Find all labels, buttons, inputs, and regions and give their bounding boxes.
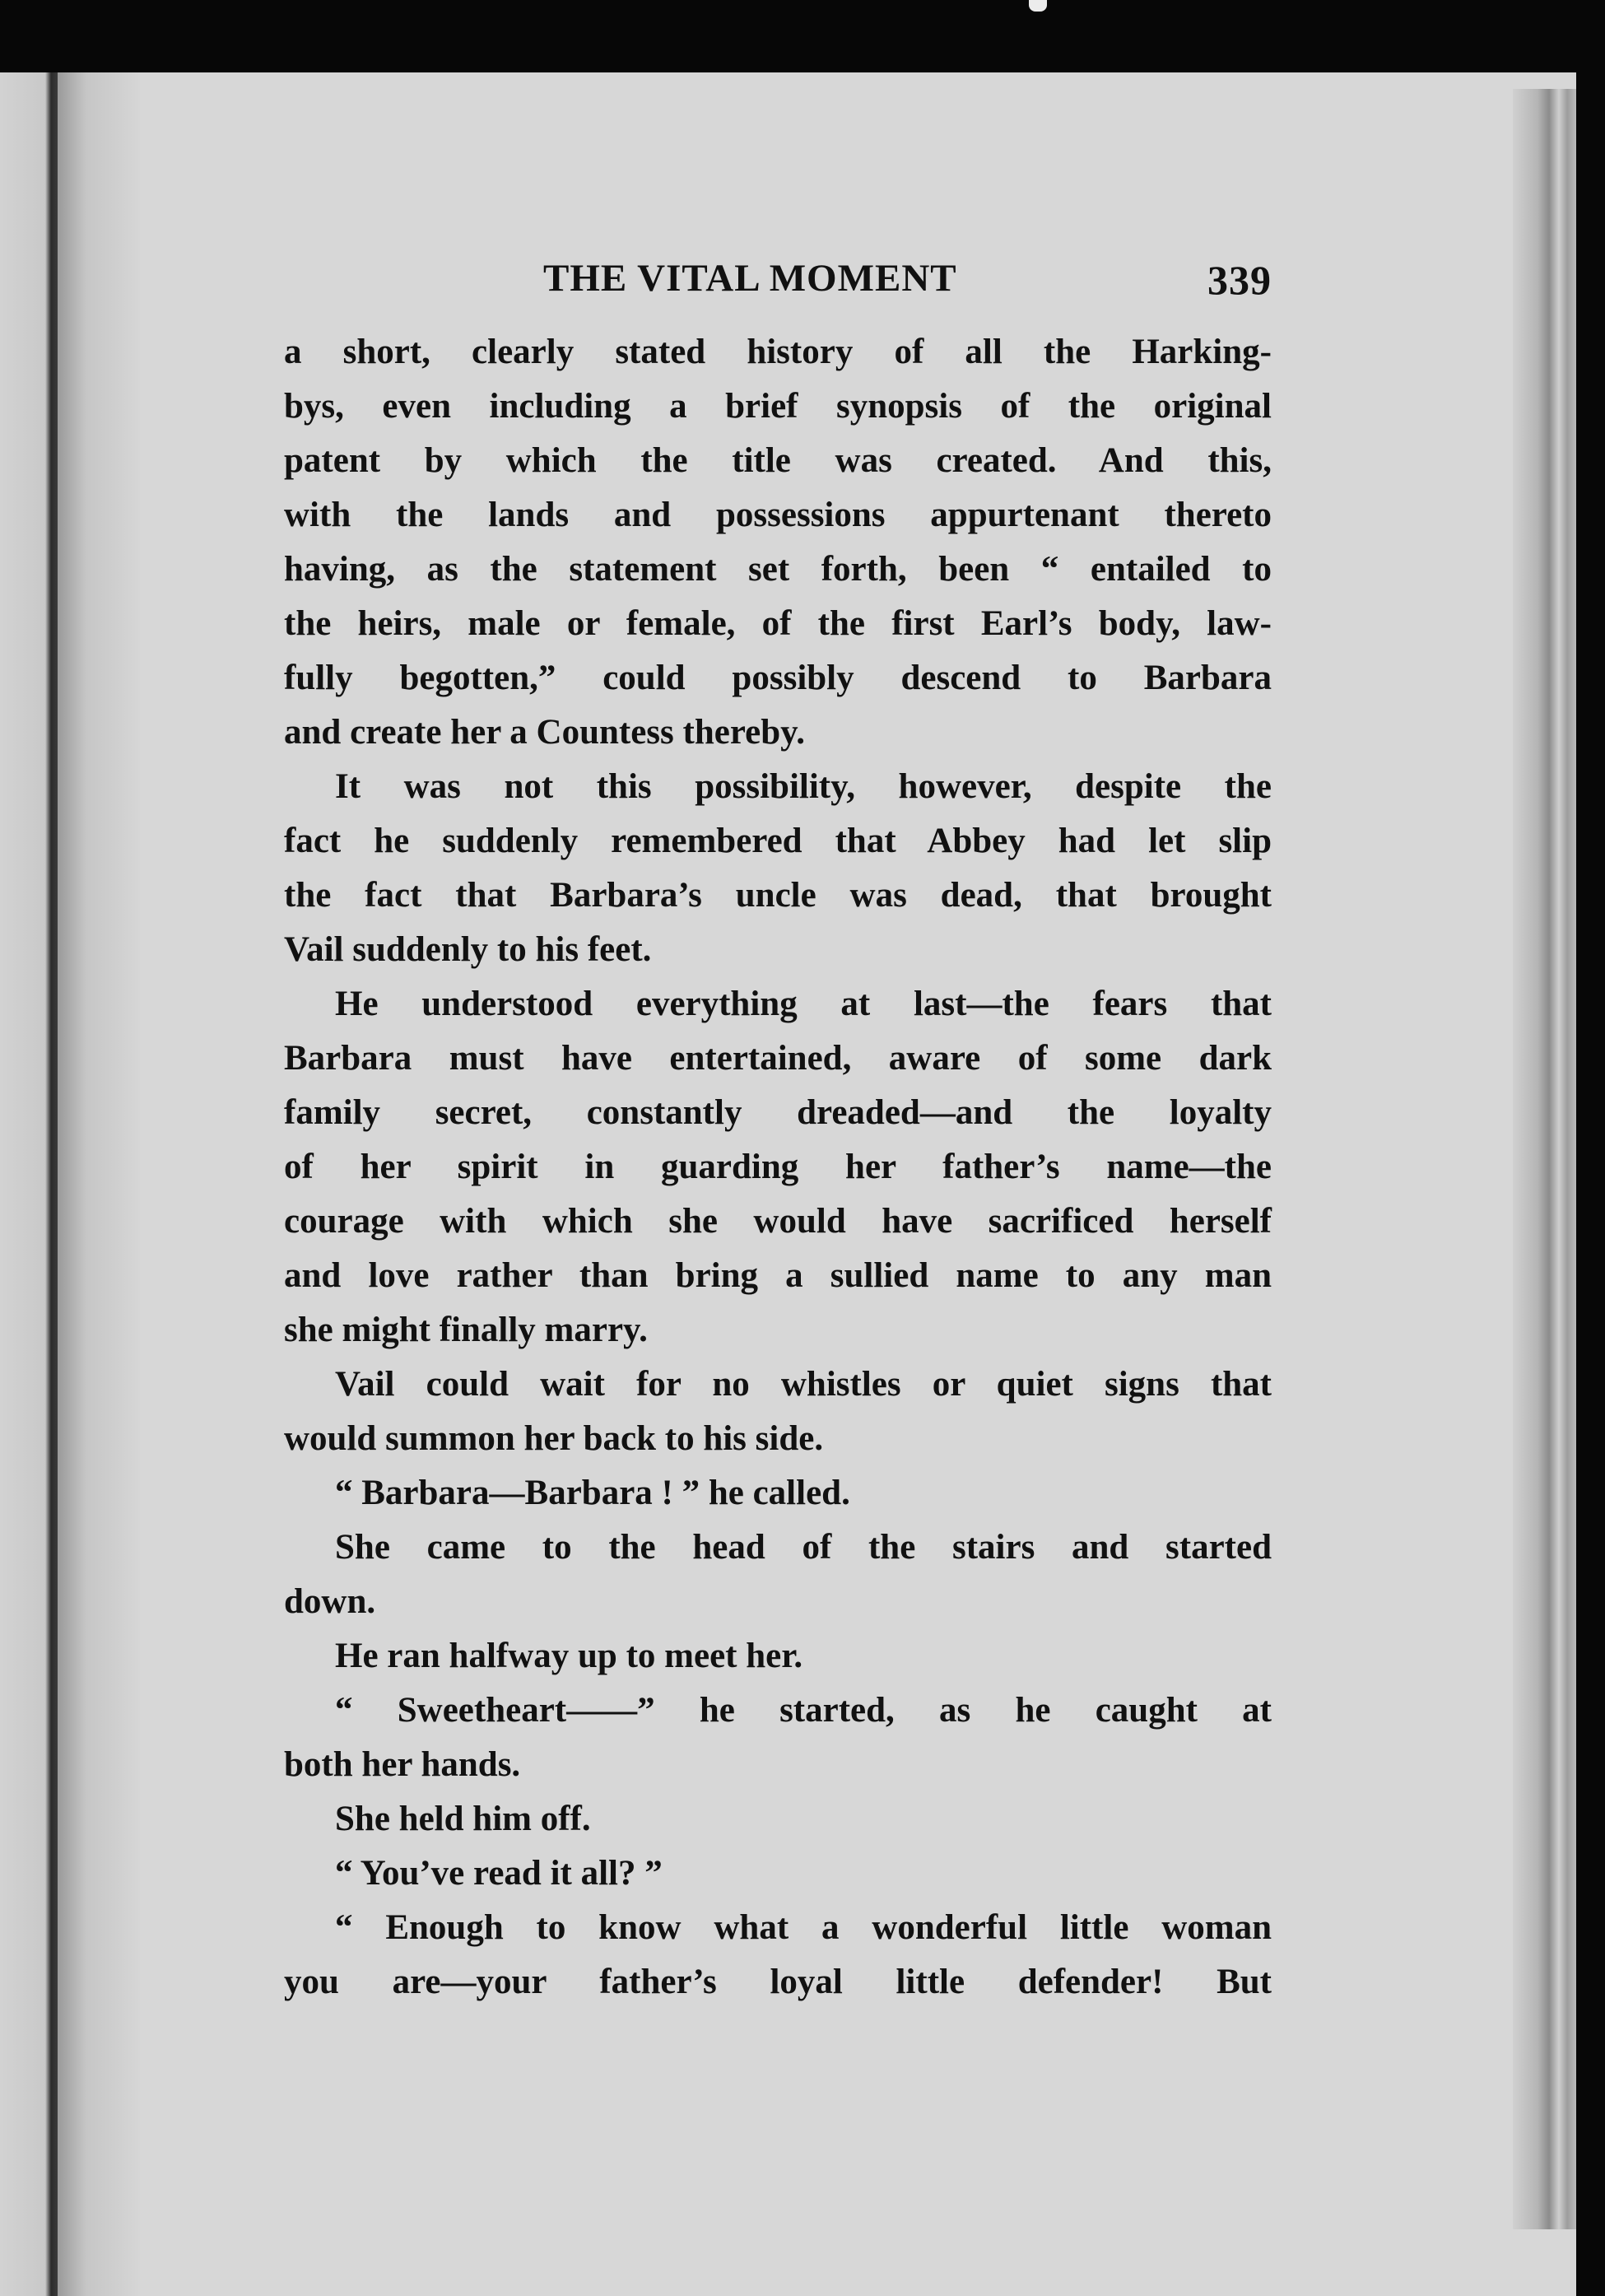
text-line: the fact that Barbara’s uncle was dead, that brought: [284, 876, 1272, 915]
paragraph: [284, 1901, 1272, 2010]
text-line: both her hands.: [284, 1745, 521, 1784]
text-line: family secret, constantly dreaded—and the loyalty: [284, 1093, 1272, 1132]
text-line: He ran halfway up to meet her.: [335, 1637, 803, 1675]
text-line: you are—your father’s loyal little defender! But: [284, 1963, 1272, 2001]
paragraph: [284, 1684, 1272, 1792]
text-line: It was not this possibility, however, despite the: [335, 767, 1272, 806]
running-title: THE VITAL MOMENT: [543, 257, 957, 300]
page-number: 339: [1207, 257, 1272, 303]
text-line: and love rather than bring a sullied name to any man: [284, 1256, 1272, 1295]
paragraph: [284, 1358, 1272, 1466]
text-line: Vail could wait for no whistles or quiet signs that: [335, 1365, 1272, 1404]
text-line: fully begotten,” could possibly descend to Barbara: [284, 659, 1272, 697]
paragraph: [284, 1629, 1272, 1684]
gutter-shadow: [58, 72, 140, 2296]
paragraph: [284, 1792, 1272, 1847]
text-line: down.: [284, 1582, 376, 1621]
text-line: “ Barbara—Barbara ! ” he called.: [335, 1474, 850, 1512]
text-line: “ Enough to know what a wonderful little woman: [335, 1908, 1272, 1947]
paragraph: [284, 760, 1272, 977]
text-line: courage with which she would have sacrificed herself: [284, 1202, 1272, 1241]
text-line: would summon her back to his side.: [284, 1419, 824, 1458]
text-line: a short, clearly stated history of all the Harking-: [284, 333, 1272, 371]
paragraph: [284, 1847, 1272, 1901]
text-line: bys, even including a brief synopsis of the original: [284, 387, 1272, 426]
text-line: “ Sweetheart——” he started, as he caught at: [335, 1691, 1272, 1730]
text-line: “ You’ve read it all? ”: [335, 1854, 663, 1893]
text-line: with the lands and possessions appurtenant thereto: [284, 496, 1272, 534]
text-line: having, as the statement set forth, been “ entailed to: [284, 550, 1272, 589]
page-stack-edge: [1513, 89, 1576, 2229]
page-text: [284, 251, 1272, 2010]
text-line: the heirs, male or female, of the first Earl’s body, law-: [284, 604, 1272, 643]
paragraph: [284, 977, 1272, 1358]
text-line: fact he suddenly remembered that Abbey had let slip: [284, 822, 1272, 860]
paragraph: [284, 325, 1272, 760]
text-line: she might finally marry.: [284, 1311, 648, 1349]
running-head: [284, 251, 1272, 325]
text-line: Barbara must have entertained, aware of some dark: [284, 1039, 1272, 1078]
text-line: of her spirit in guarding her father’s name—the: [284, 1148, 1272, 1186]
paragraph: [284, 1466, 1272, 1521]
body-text: [284, 325, 1272, 2010]
text-line: She came to the head of the stairs and started: [335, 1528, 1272, 1567]
text-line: and create her a Countess thereby.: [284, 713, 806, 752]
paragraph: [284, 1521, 1272, 1629]
scan-artifact: [1029, 0, 1047, 12]
text-line: patent by which the title was created. And this,: [284, 441, 1272, 480]
text-line: He understood everything at last—the fears that: [335, 985, 1272, 1023]
facing-page-edge: [0, 72, 58, 2296]
text-line: She held him off.: [335, 1800, 591, 1838]
text-line: Vail suddenly to his feet.: [284, 930, 652, 969]
